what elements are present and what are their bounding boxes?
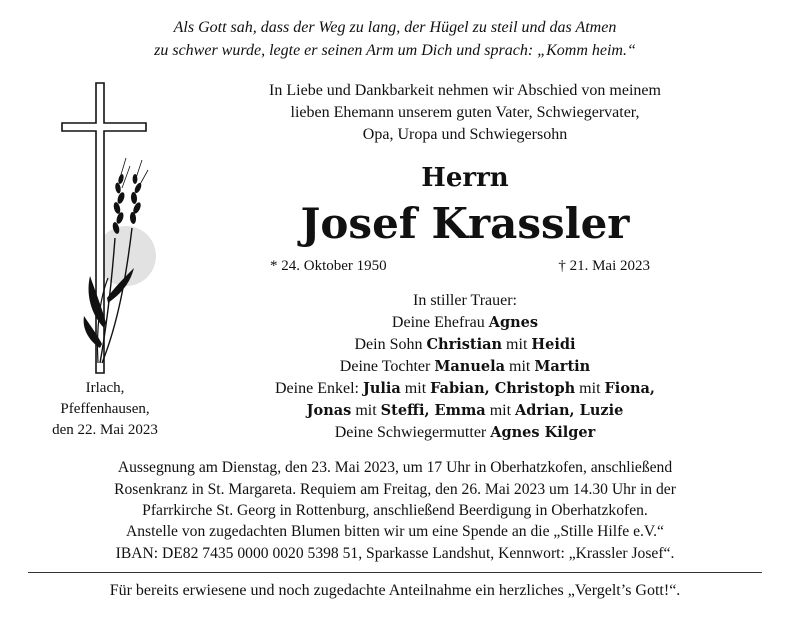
birth-date: * 24. Oktober 1950 (270, 258, 387, 274)
mourner-son: Dein Sohn Christian mit Heidi (354, 336, 576, 353)
donation-info (20, 521, 770, 564)
mourner-wife: Deine Ehefrau Agnes (391, 314, 539, 331)
life-dates (270, 255, 650, 277)
service-line-1: Aussegnung am Dienstag, den 23. Mai 2023, um 17 Uhr in Oberhatzkofen, anschließend (117, 459, 673, 476)
quote-line-2: zu schwer wurde, legte er seinen Arm um Dich und sprach: „Komm heim.“ (154, 42, 636, 59)
divider (28, 572, 762, 573)
mourners-list (170, 290, 760, 444)
intro-line-1: In Liebe und Dankbarkeit nehmen wir Abschied von meinem (269, 82, 661, 99)
funeral-service-info (20, 457, 770, 522)
death-date: † 21. Mai 2023 (558, 258, 650, 274)
service-line-3: Pfarrkirche St. Georg in Rottenburg, anschließend Beerdigung in Oberhatzkofen. (142, 502, 648, 519)
opening-quote (0, 16, 790, 62)
place-line-1: Irlach, (85, 380, 125, 396)
quote-line-1: Als Gott sah, dass der Weg zu lang, der Hügel zu steil und das Atmen (173, 19, 617, 36)
thanks-line: Für bereits erwiesene und noch zugedachte Anteilnahme ein herzliches „Vergelt’s Gott!“. (109, 582, 681, 599)
place-and-date (20, 378, 190, 441)
intro-text (170, 80, 760, 146)
mourner-mother-in-law: Deine Schwiegermutter Agnes Kilger (334, 424, 596, 441)
salutation: Herrn (421, 163, 509, 193)
mourner-grandchildren-2: Jonas mit Steffi, Emma mit Adrian, Luzie (306, 402, 624, 419)
donation-line-1: Anstelle von zugedachten Blumen bitten wir um eine Spende an die „Stille Hilfe e.V.“ (126, 523, 664, 540)
service-line-2: Rosenkranz in St. Margareta. Requiem am Freitag, den 26. Mai 2023 um 14.30 Uhr in der (114, 480, 676, 498)
mourner-daughter: Deine Tochter Manuela mit Martin (339, 358, 591, 375)
mourner-grandchildren-1: Deine Enkel: Julia mit Fabian, Christoph mit Fiona, (275, 380, 655, 397)
mourners-heading: In stiller Trauer: (413, 292, 517, 309)
deceased-name: Josef Krassler (300, 199, 630, 248)
cross-with-wheat-icon (60, 78, 170, 382)
place-line-2: Pfeffenhausen, (60, 401, 150, 417)
donation-line-2: IBAN: DE82 7435 0000 0020 5398 51, Sparkasse Landshut, Kennwort: „Krassler Josef“. (115, 544, 675, 562)
intro-line-3: Opa, Uropa und Schwiegersohn (362, 126, 568, 143)
intro-line-2: lieben Ehemann unserem guten Vater, Schwiegervater, (290, 104, 640, 121)
place-line-3: den 22. Mai 2023 (52, 422, 158, 438)
